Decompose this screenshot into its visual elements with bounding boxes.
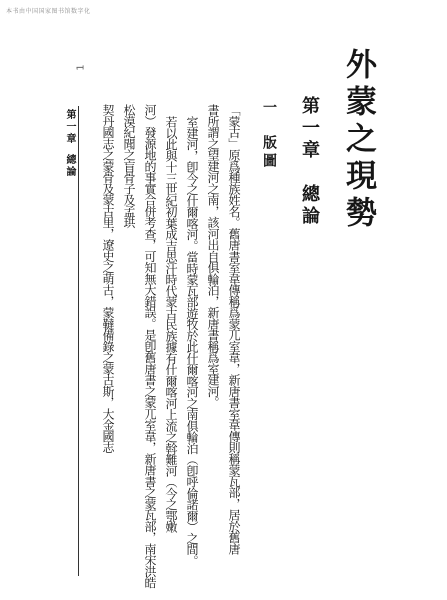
body-column-4: 若以此與十三世紀初葉成吉思汗時代蒙古民族據有什爾喀河上流之斡難河（今之鄂嫩 [164, 116, 178, 533]
book-title: 外蒙之現勢 [340, 48, 376, 233]
running-head-chapter: 第一章 [64, 109, 75, 145]
pencil-page-mark: 1 [75, 64, 87, 71]
section-heading [259, 100, 279, 171]
body-column-5: 河）發源地的事實合併考查，可知無大錯誤。是卽舊唐書之蒙兀室韋，新唐書之蒙瓦部，南宋洪皓 [143, 104, 157, 588]
section-title: 版圖 [261, 135, 277, 171]
body-column-6: 松漠紀聞之盲骨子及孟珙 [122, 104, 136, 228]
section-number: 一 [261, 100, 277, 117]
body-column-2: 書所謂之望建河之南，該河出自俱輪泊，新唐書稱爲室建河。 [206, 104, 220, 408]
margin-rule [78, 106, 79, 576]
chapter-heading: 第一章 總論 [299, 96, 320, 228]
body-column-7: 契丹國志之蒙骨及蒙古里，遼史之萌古，蒙韃備錄之蒙古斯，大金國志 [101, 104, 115, 453]
running-head [62, 109, 77, 199]
body-column-3: 室建河，卽今之什爾喀河。當時蒙瓦部遊牧於此什爾喀河之南俱輪泊（卽呼倫諾爾）之間。 [185, 116, 199, 566]
body-column-1: 「蒙古」原爲種族姓名。舊唐書室韋傳稱爲蒙兀室韋，新唐書室韋傳則稱蒙瓦部，居於舊唐 [227, 104, 241, 554]
running-head-title: 總論 [64, 154, 75, 178]
library-watermark: 本书由中国国家图书馆数字化 [6, 8, 91, 15]
